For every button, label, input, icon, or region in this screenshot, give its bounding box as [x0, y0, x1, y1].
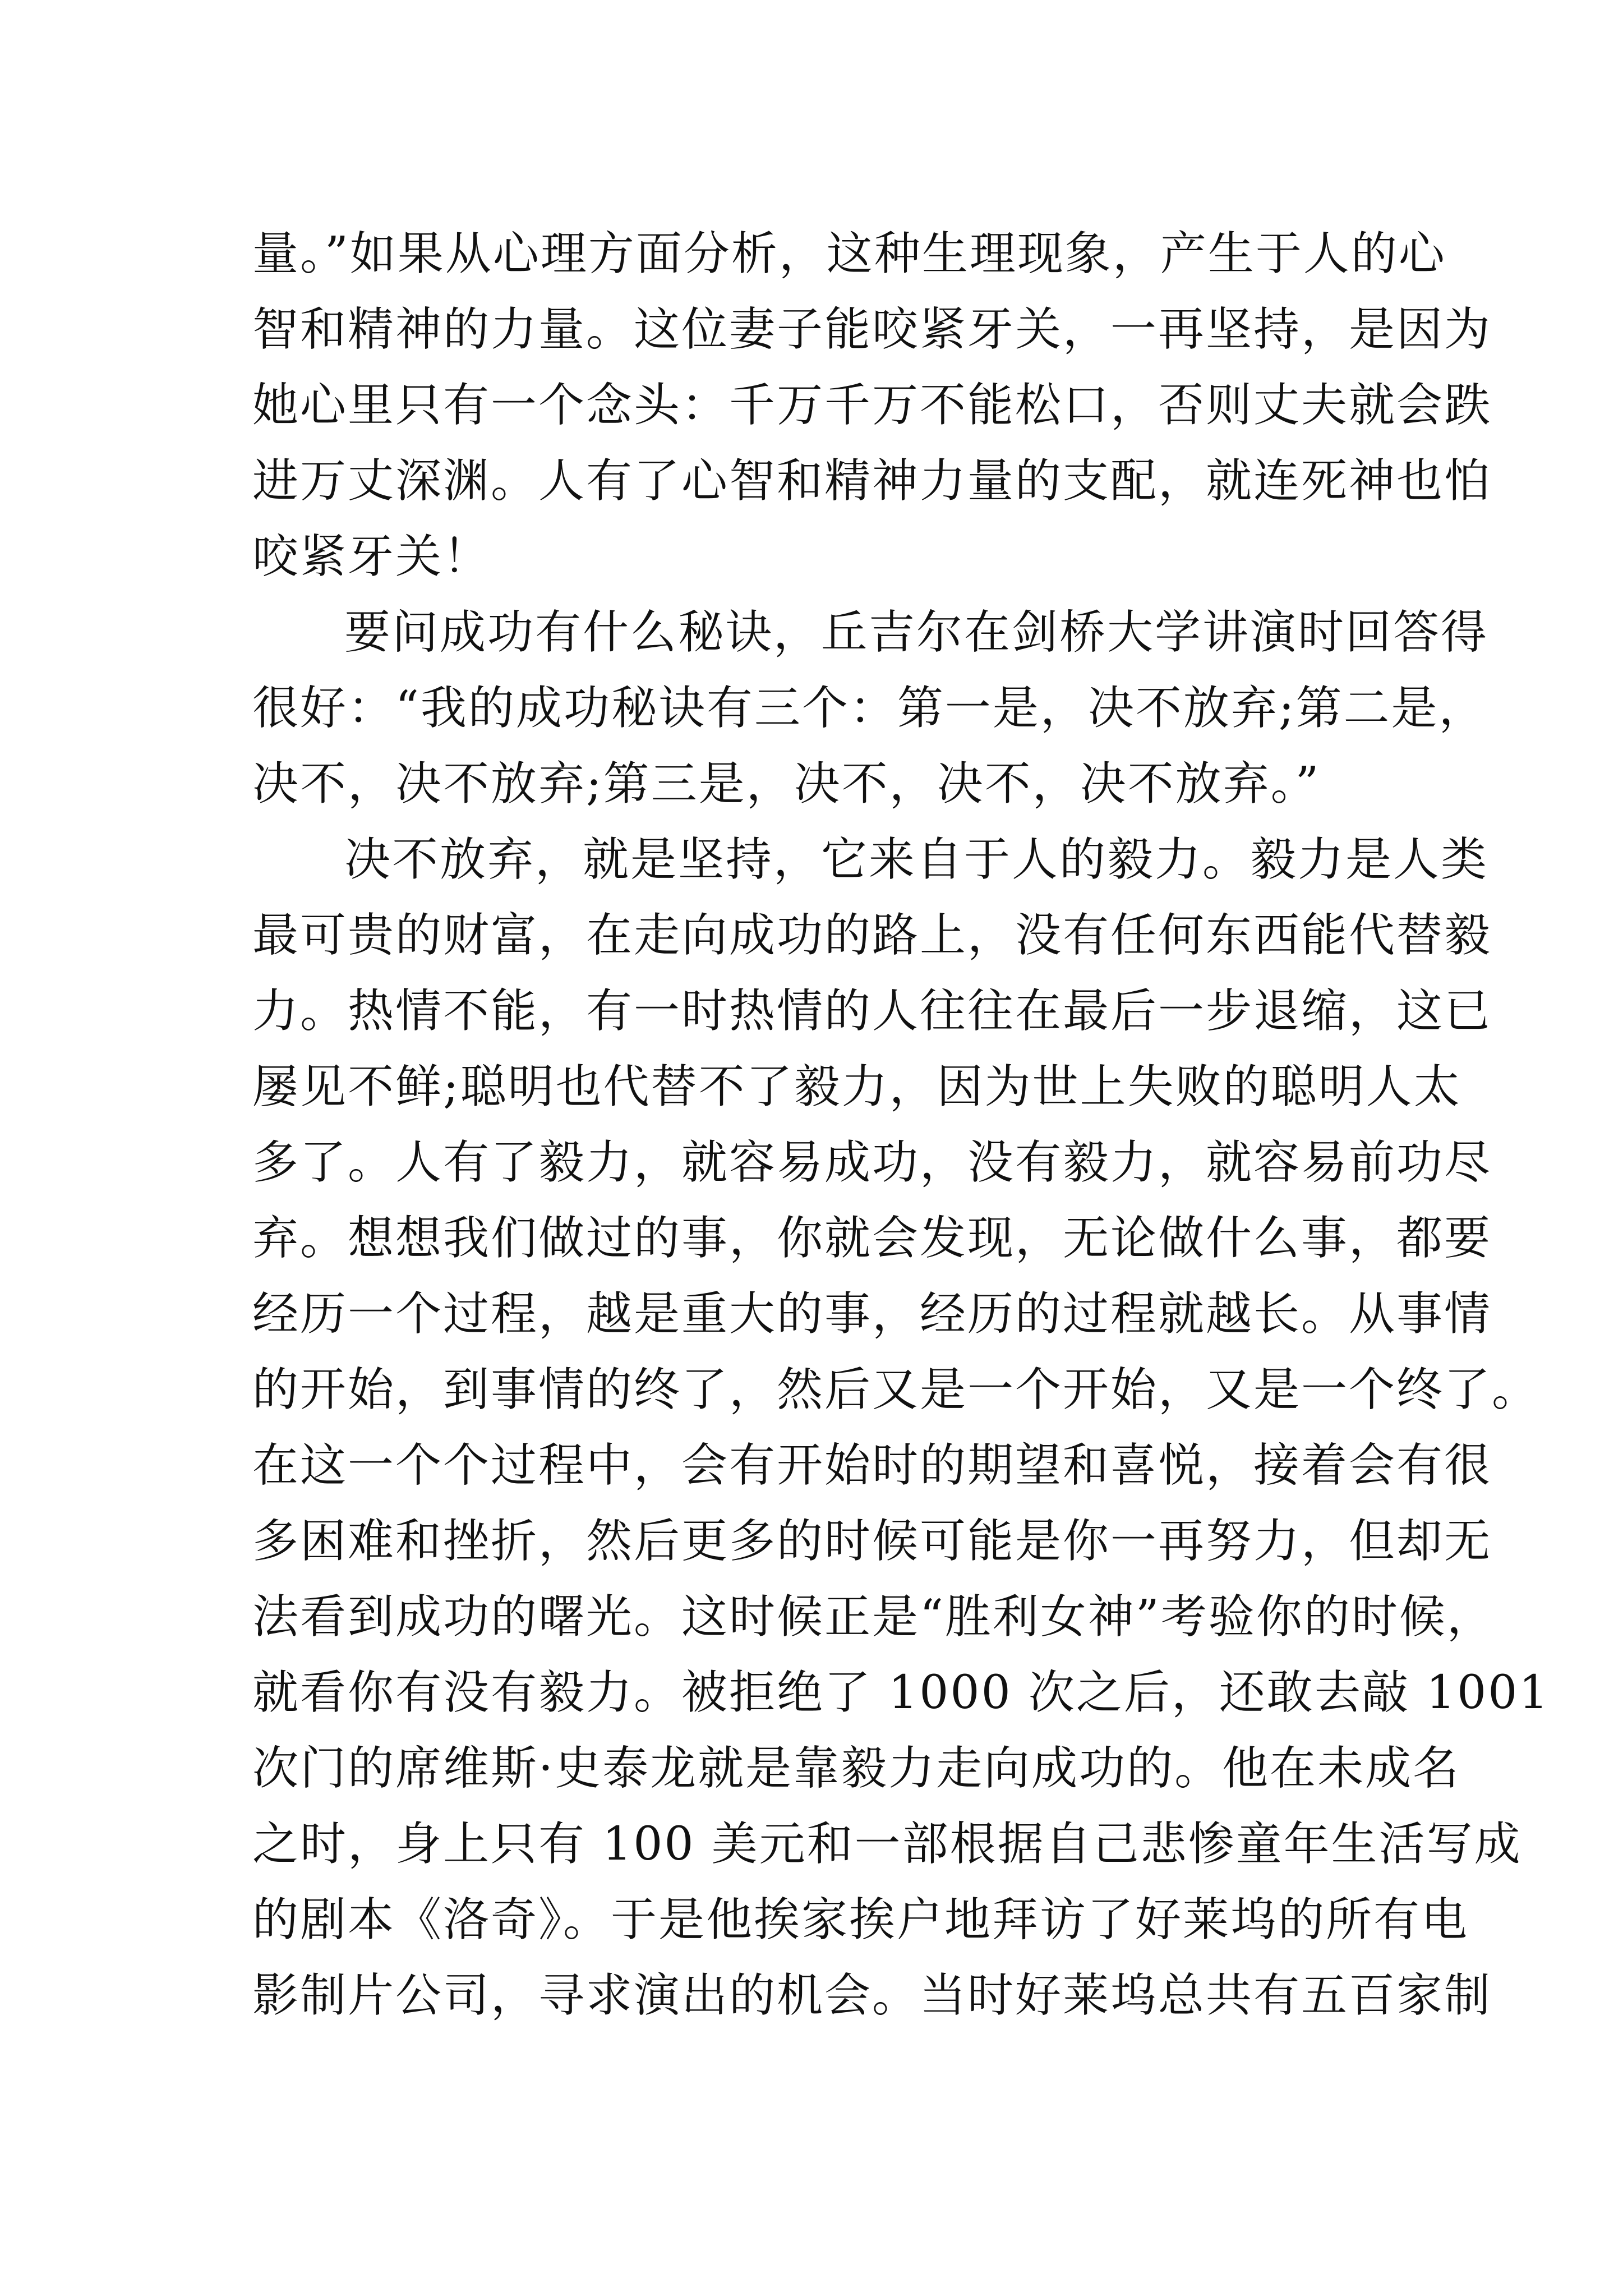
document-body [252, 216, 1550, 2033]
text-line: 就看你有没有毅力。被拒绝了 1000 次之后，还敢去敲 1001 [252, 1666, 1550, 1719]
text-line: 屡见不鲜;聪明也代替不了毅力，因为世上失败的聪明人太 [252, 1060, 1461, 1114]
text-line: 在这一个个过程中，会有开始时的期望和喜悦，接着会有很 [252, 1439, 1492, 1492]
text-line: 影制片公司，寻求演出的机会。当时好莱坞总共有五百家制 [252, 1969, 1492, 2022]
paragraph-3 [252, 822, 1550, 2033]
text-line: 的开始，到事情的终了，然后又是一个开始，又是一个终了。 [252, 1363, 1540, 1416]
text-line: 要问成功有什么秘诀，丘吉尔在剑桥大学讲演时回答得 [344, 606, 1489, 659]
text-line: 之时，身上只有 100 美元和一部根据自己悲惨童年生活写成 [252, 1818, 1522, 1871]
text-line: 法看到成功的曙光。这时候正是“胜利女神”考验你的时候， [252, 1590, 1495, 1644]
text-line: 次门的席维斯·史泰龙就是靠毅力走向成功的。他在未成名 [252, 1742, 1461, 1795]
text-line: 多困难和挫折，然后更多的时候可能是你一再努力，但却无 [252, 1515, 1492, 1568]
text-line: 咬紧牙关！ [252, 530, 491, 583]
text-line: 弃。想想我们做过的事，你就会发现，无论做什么事，都要 [252, 1212, 1492, 1265]
text-line: 决不放弃，就是坚持，它来自于人的毅力。毅力是人类 [344, 833, 1489, 886]
text-line: 经历一个过程，越是重大的事，经历的过程就越长。从事情 [252, 1287, 1492, 1341]
paragraph-1 [252, 216, 1492, 595]
text-line: 她心里只有一个念头：千万千万不能松口，否则丈夫就会跌 [252, 379, 1492, 432]
text-line: 最可贵的财富，在走向成功的路上，没有任何东西能代替毅 [252, 909, 1492, 962]
paragraph-2 [252, 595, 1489, 822]
text-line: 力。热情不能，有一时热情的人往往在最后一步退缩，这已 [252, 984, 1492, 1038]
text-line: 进万丈深渊。人有了心智和精神力量的支配，就连死神也怕 [252, 454, 1492, 508]
text-line: 量。”如果从心理方面分析，这种生理现象，产生于人的心 [252, 227, 1446, 280]
text-line: 智和精神的力量。这位妻子能咬紧牙关，一再坚持，是因为 [252, 303, 1492, 356]
text-line: 很好：“我的成功秘诀有三个：第一是，决不放弃;第二是， [252, 682, 1487, 735]
text-line: 多了。人有了毅力，就容易成功，没有毅力，就容易前功尽 [252, 1136, 1492, 1189]
text-line: 的剧本《洛奇》。于是他挨家挨户地拜访了好莱坞的所有电 [252, 1893, 1469, 1947]
text-line: 决不，决不放弃;第三是，决不，决不，决不放弃。” [252, 757, 1321, 811]
